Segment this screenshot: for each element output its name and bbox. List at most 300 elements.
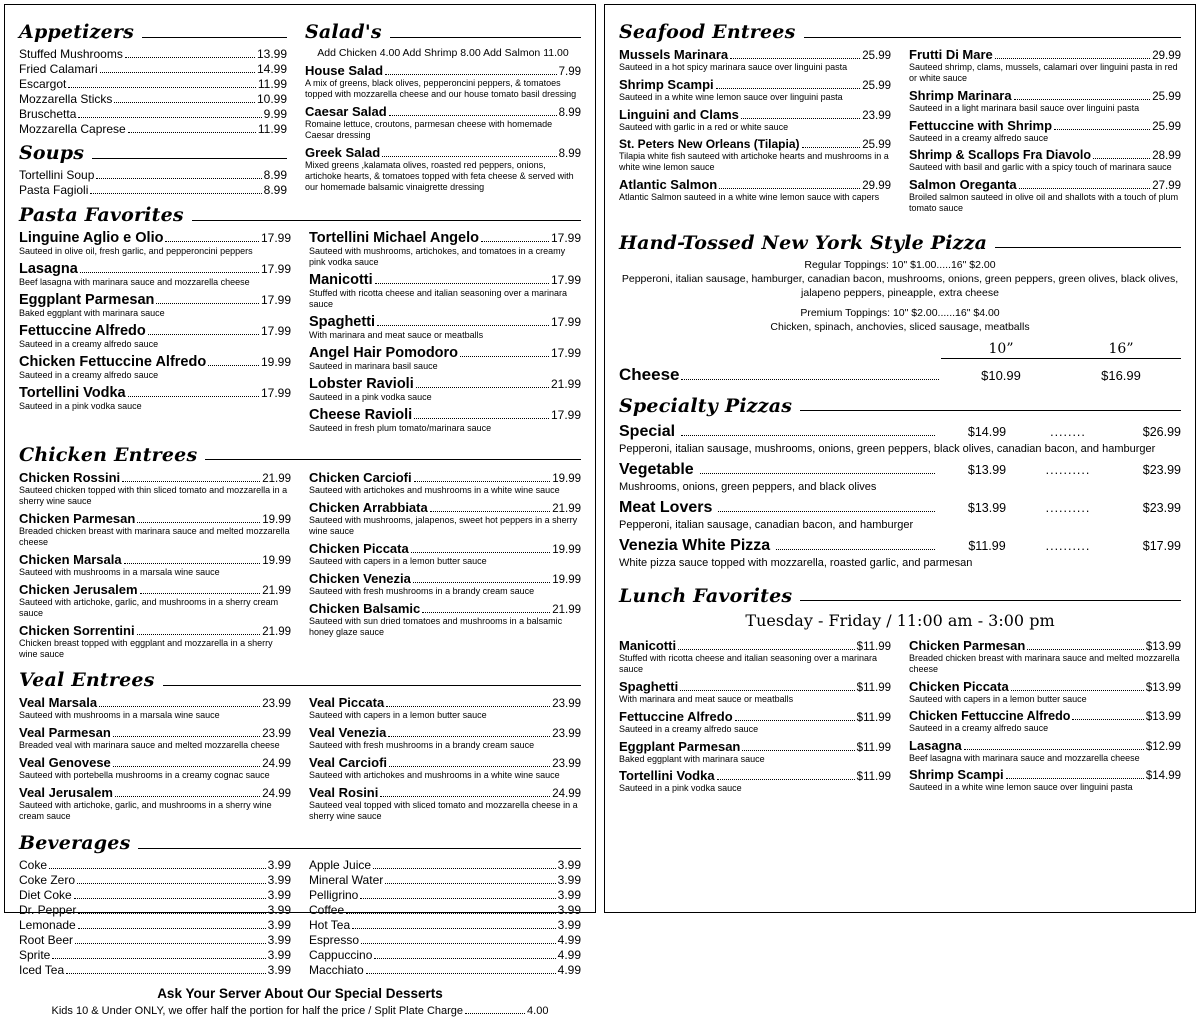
leader-dots (414, 418, 549, 419)
menu-item (619, 77, 891, 103)
item-name: Root Beer (19, 933, 74, 948)
item-price-16: $17.99 (1142, 538, 1181, 553)
item-description: Atlantic Salmon sauteed in a white wine lemon sauce with capers (619, 191, 880, 202)
item-description: Sauteed with mushrooms, artichokes, and tomatoes in a creamy pink vodka sauce (309, 246, 566, 267)
item-price: 17.99 (550, 345, 581, 360)
item-name: Sprite (19, 948, 51, 963)
menu-item (619, 177, 891, 203)
lunch-hours: Tuesday - Friday / 11:00 am - 3:00 pm (745, 610, 1055, 630)
leader-dots (719, 188, 860, 189)
menu-item (309, 948, 581, 962)
price-separator: .......... (1045, 538, 1091, 553)
item-price: 3.99 (267, 903, 291, 918)
menu-item (19, 92, 287, 106)
section-header-salads (305, 21, 581, 43)
leader-dots (49, 868, 266, 869)
section-title: Specialty Pizzas (619, 394, 793, 417)
leader-dots (148, 334, 259, 335)
menu-item (19, 385, 291, 412)
item-price: 3.99 (557, 903, 581, 918)
item-description: Sauteed with artichoke, garlic, and mushrooms in a sherry cream sauce (19, 596, 279, 618)
item-description: Breaded chicken breast with marinara sauce and melted mozzarella cheese (909, 652, 1180, 674)
item-price: 21.99 (552, 502, 581, 515)
menu-item (309, 873, 581, 887)
menu-item (19, 261, 291, 288)
item-name: Coffee (309, 903, 345, 918)
leader-dots (716, 88, 861, 89)
specialty-pizza-list (619, 423, 1181, 569)
leader-dots (481, 241, 549, 242)
item-description: Sauteed in a pink vodka sauce (309, 391, 432, 402)
item-description: Sauteed in a creamy alfredo sauce (619, 723, 759, 734)
item-price-10: $13.99 (967, 500, 1007, 515)
section-header-beverages (19, 832, 581, 854)
header-rule (142, 37, 287, 38)
leader-dots (411, 552, 551, 553)
leader-dots (385, 883, 555, 884)
leader-dots (718, 511, 935, 512)
leader-dots (377, 325, 549, 326)
menu-item (309, 541, 581, 567)
menu-item (19, 511, 291, 548)
item-description: Beef lasagna with marinara sauce and mozzarella cheese (19, 276, 250, 287)
menu-item (19, 122, 287, 136)
section-header-veal (19, 669, 581, 691)
section-title: Hand-Tossed New York Style Pizza (619, 231, 988, 254)
menu-item (309, 407, 581, 434)
section-header-pizza (619, 232, 1181, 254)
item-name: Shrimp Scampi (909, 767, 1004, 783)
item-name: Angel Hair Pomodoro (309, 344, 459, 361)
leader-dots (75, 943, 266, 944)
menu-item (309, 888, 581, 902)
item-description: Tilapia white fish sauteed with artichoke hearts and mushrooms in a white wine lemon sauce (619, 150, 889, 172)
menu-item (309, 345, 581, 372)
item-price: 3.99 (267, 873, 291, 888)
section-header-soups (19, 142, 287, 164)
menu-item (19, 623, 291, 660)
item-name: Linguine Aglio e Olio (19, 230, 164, 246)
leader-dots (1011, 690, 1144, 691)
menu-item (909, 709, 1181, 734)
item-price: 23.99 (552, 758, 581, 771)
item-name: Fettuccine Alfredo (619, 708, 733, 724)
regular-toppings-label: Regular Toppings: 10" $1.00.....16" $2.00 (804, 258, 996, 271)
item-price: $11.99 (856, 711, 891, 724)
menu-item (909, 738, 1181, 764)
item-description: Sauteed with mushrooms, jalapenos, sweet hot peppers in a sherry wine sauce (309, 514, 578, 536)
menu-item (909, 118, 1181, 144)
menu-item (309, 500, 581, 537)
item-price-10: $11.99 (968, 538, 1006, 553)
leader-dots (373, 868, 556, 869)
leader-dots (96, 178, 261, 179)
menu-item (19, 107, 287, 121)
item-name: Chicken Arrabbiata (309, 499, 428, 515)
item-name: Chicken Rossini (19, 469, 121, 485)
item-description: Sauteed with artichokes and mushrooms in a white wine sauce (309, 770, 560, 781)
item-price: 3.99 (267, 858, 291, 873)
item-price: $11.99 (856, 771, 891, 784)
leader-dots (124, 563, 261, 564)
leader-dots (995, 58, 1150, 59)
leader-dots (465, 1013, 525, 1014)
menu-item (619, 679, 891, 705)
section-title: Salad's (305, 21, 382, 43)
leader-dots (414, 481, 551, 482)
menu-item (909, 679, 1181, 705)
menu-item (19, 755, 291, 781)
leader-dots (730, 58, 860, 59)
item-name: Lemonade (19, 918, 76, 933)
item-price: 3.99 (557, 873, 581, 888)
menu-page-left (4, 4, 596, 1017)
menu-item (309, 963, 581, 977)
leader-dots (1093, 158, 1150, 159)
item-price: 17.99 (260, 292, 291, 307)
chicken-list (19, 470, 581, 664)
header-rule (800, 410, 1181, 411)
menu-item (19, 354, 291, 381)
leader-dots (113, 736, 260, 737)
item-price: 25.99 (862, 50, 891, 62)
item-description: Sauteed in olive oil, fresh garlic, and pepperoncini peppers (19, 246, 253, 256)
item-name: Iced Tea (19, 963, 65, 978)
item-name: Chicken Parmesan (19, 510, 136, 526)
menu-item (19, 873, 291, 887)
leader-dots (741, 118, 860, 119)
menu-item (19, 552, 291, 578)
item-description: Broiled salmon sauteed in olive oil and shallots with a touch of plum tomato sauce (909, 191, 1179, 213)
item-name: Atlantic Salmon (619, 176, 718, 192)
item-name: Veal Rosini (309, 785, 379, 801)
menu-item (19, 470, 291, 507)
soups-list (19, 168, 287, 197)
menu-item (19, 77, 287, 91)
item-description: Chicken breast topped with eggplant and mozzarella in a sherry wine sauce (19, 637, 273, 659)
item-price: 17.99 (260, 323, 291, 338)
item-name: Manicotti (309, 271, 373, 288)
item-price: 21.99 (550, 376, 581, 391)
item-name: Eggplant Parmesan (19, 291, 155, 308)
item-price: 25.99 (862, 138, 891, 151)
menu-item (309, 601, 581, 638)
item-price-16: $26.99 (1142, 424, 1181, 439)
menu-item (619, 461, 1181, 493)
menu-item (619, 499, 1181, 531)
item-price: 19.99 (260, 354, 291, 369)
item-price: 4.99 (557, 948, 581, 963)
leader-dots (1019, 188, 1151, 189)
item-name: Veal Marsala (19, 695, 98, 711)
leader-dots (165, 241, 259, 242)
item-description: Sauteed with fresh mushrooms in a brandy cream sauce (309, 585, 535, 596)
item-name: Mussels Marinara (619, 47, 729, 62)
item-name: Chicken Fettuccine Alfredo (19, 353, 207, 370)
header-rule (995, 247, 1181, 248)
item-description: Sauteed with basil and garlic with a spicy touch of marinara sauce (909, 161, 1172, 172)
menu-item (309, 571, 581, 597)
item-name: Stuffed Mushrooms (19, 47, 123, 61)
leader-dots (346, 913, 556, 914)
section-header-chicken (19, 444, 581, 466)
kids-note-price: 4.00 (527, 1005, 549, 1017)
item-description: Sauteed with mushrooms in a marsala wine sauce (19, 566, 220, 577)
leader-dots (386, 706, 550, 707)
item-name: Veal Carciofi (309, 755, 388, 771)
item-price: 8.99 (263, 168, 287, 182)
section-header-lunch (619, 585, 1181, 607)
leader-dots (125, 57, 255, 58)
item-price: $11.99 (856, 640, 891, 653)
appetizers-list (19, 47, 287, 136)
item-name: Chicken Piccata (309, 540, 409, 556)
item-price-10: $14.99 (967, 424, 1007, 439)
item-price: 19.99 (552, 472, 581, 485)
item-price: $14.99 (1145, 770, 1181, 783)
menu-item (309, 755, 581, 781)
menu-item (19, 903, 291, 917)
leader-dots (80, 272, 259, 273)
leader-dots (137, 522, 260, 523)
item-price: 3.99 (557, 888, 581, 903)
section-title: Beverages (19, 832, 131, 855)
item-name: Tortellini Soup (19, 168, 95, 182)
item-price: 8.99 (263, 183, 287, 197)
menu-item (909, 767, 1181, 793)
menu-item (19, 933, 291, 947)
menu-item (19, 230, 291, 257)
item-price: 3.99 (267, 888, 291, 903)
item-price: 19.99 (552, 543, 581, 556)
item-price: $11.99 (856, 681, 891, 694)
leader-dots (700, 473, 935, 474)
item-price: 21.99 (552, 603, 581, 616)
section-title: Lunch Favorites (619, 584, 793, 607)
leader-dots (114, 102, 255, 103)
item-price: 24.99 (552, 788, 581, 801)
leader-dots (122, 481, 260, 482)
leader-dots (366, 973, 556, 974)
menu-item (305, 63, 581, 100)
item-price: 17.99 (260, 231, 291, 245)
leader-dots (717, 779, 855, 780)
menu-item (909, 88, 1181, 114)
leader-dots (776, 549, 935, 550)
item-description: Stuffed with ricotta cheese and italian seasoning over a marinara sauce (619, 652, 877, 674)
menu-item (309, 918, 581, 932)
item-price: 25.99 (1152, 90, 1181, 103)
section-title: Appetizers (19, 21, 134, 43)
item-name: Fried Calamari (19, 62, 98, 76)
item-description: Romaine lettuce, croutons, parmesan cheese with homemade Caesar dressing (305, 118, 553, 140)
item-description: White pizza sauce topped with mozzarella, roasted garlic, and parmesan (619, 556, 973, 569)
item-name: Cheese Ravioli (309, 406, 413, 423)
menu-item (909, 638, 1181, 675)
menu-item (619, 739, 891, 765)
item-price: 3.99 (557, 858, 581, 873)
item-price: 3.99 (557, 918, 581, 933)
seafood-list (619, 47, 1181, 218)
kids-note (19, 1005, 581, 1017)
header-rule (205, 459, 581, 460)
item-price-10: $13.99 (967, 462, 1007, 477)
leader-dots (964, 749, 1144, 750)
header-rule (804, 37, 1182, 38)
item-description: Sauteed in fresh plum tomato/marinara sauce (309, 422, 492, 433)
pizza-cheese-row (619, 365, 1181, 385)
leader-dots (52, 958, 265, 959)
item-price: 17.99 (550, 407, 581, 422)
leader-dots (78, 928, 266, 929)
item-price: $13.99 (1145, 681, 1181, 694)
leader-dots (128, 132, 256, 133)
item-price: 11.99 (257, 77, 287, 91)
item-price: 17.99 (550, 272, 581, 287)
item-price: 23.99 (262, 698, 291, 711)
item-description: Sauteed in a hot spicy marinara sauce over linguini pasta (619, 62, 848, 72)
item-name: Espresso (309, 933, 360, 948)
item-price: 25.99 (862, 79, 891, 92)
menu-item (19, 888, 291, 902)
menu-page-right (604, 4, 1196, 913)
leader-dots (352, 928, 556, 929)
price-separator: ........ (1050, 424, 1086, 439)
menu-item (19, 858, 291, 872)
item-description: Sauteed in marinara basil sauce (309, 360, 438, 371)
section-title: Veal Entrees (19, 669, 155, 692)
section-title: Chicken Entrees (19, 443, 198, 466)
premium-toppings-list: Chicken, spinach, anchovies, sliced sausage, meatballs (770, 321, 1030, 334)
item-price: 13.99 (256, 47, 287, 61)
leader-dots (735, 720, 855, 721)
item-name: Chicken Venezia (309, 570, 411, 586)
item-price: 4.99 (557, 933, 581, 948)
item-name: Special (619, 422, 676, 440)
menu-item (619, 137, 891, 173)
item-description: Sauteed in a creamy alfredo sauce (19, 338, 159, 349)
item-description: Sauteed with fresh mushrooms in a brandy cream sauce (309, 740, 535, 751)
regular-toppings-list: Pepperoni, italian sausage, hamburger, canadian bacon, mushrooms, onions, green peppers, green olives, black olives, jalapeno peppers, pineapple, extra cheese (621, 272, 1179, 300)
leader-dots (1006, 778, 1144, 779)
leader-dots (360, 898, 555, 899)
menu-item (309, 903, 581, 917)
price-separator: .......... (1045, 500, 1091, 515)
menu-item (309, 785, 581, 822)
item-price: 19.99 (262, 554, 291, 567)
item-description: Sauteed with capers in a lemon butter sauce (909, 693, 1087, 704)
menu-item (309, 858, 581, 872)
item-name: Veal Piccata (309, 695, 385, 711)
menu-item (309, 470, 581, 496)
header-rule (192, 220, 581, 221)
item-description: Sauteed with capers in a lemon butter sauce (309, 555, 487, 566)
item-name: Pelligrino (309, 888, 359, 903)
menu-item (19, 168, 287, 182)
kids-note-text: Kids 10 & Under ONLY, we offer half the portion for half the price / Split Plate Charge (51, 1005, 464, 1017)
item-description: Sauteed in a pink vodka sauce (619, 783, 742, 794)
item-price: 27.99 (1152, 179, 1181, 192)
menu-item (619, 709, 891, 735)
menu-item (19, 582, 291, 619)
item-description: Mixed greens ,kalamata olives, roasted red peppers, onions, artichoke hearts, & tomatoes topped with feta cheese & served with our homemade balsamic vinaigrette dressing (305, 159, 574, 192)
item-price: 3.99 (267, 948, 291, 963)
item-name: Bruschetta (19, 107, 77, 121)
leader-dots (681, 435, 935, 436)
item-name: Chicken Fettuccine Alfredo (909, 708, 1071, 723)
item-price: 29.99 (862, 179, 891, 192)
item-name: Greek Salad (305, 144, 381, 160)
item-name: Eggplant Parmesan (619, 738, 741, 754)
item-price: 3.99 (267, 933, 291, 948)
item-name: Spaghetti (619, 678, 679, 694)
item-price: 9.99 (263, 107, 287, 121)
menu-item (619, 768, 891, 794)
leader-dots (99, 706, 260, 707)
item-description: Sauteed in a creamy alfredo sauce (19, 369, 159, 380)
item-description: Breaded chicken breast with marinara sauce and melted mozzarella cheese (19, 525, 290, 547)
leader-dots (678, 649, 855, 650)
pizza-size-10: 10” (941, 341, 1061, 359)
item-name: Veal Jerusalem (19, 785, 113, 801)
menu-item (309, 725, 581, 751)
leader-dots (422, 612, 550, 613)
item-description: Stuffed with ricotta cheese and italian seasoning over a marinara sauce (309, 287, 567, 309)
menu-item (19, 725, 291, 751)
leader-dots (681, 379, 939, 380)
leader-dots (77, 883, 266, 884)
pizza-size-header (619, 341, 1181, 359)
item-price: 24.99 (262, 788, 291, 801)
leader-dots (460, 356, 549, 357)
item-name: Diet Coke (19, 888, 72, 903)
leader-dots (413, 582, 550, 583)
header-rule (92, 158, 287, 159)
item-price: 21.99 (262, 472, 291, 485)
item-price: 11.99 (257, 122, 287, 136)
leader-dots (113, 766, 260, 767)
item-description: Mushrooms, onions, green peppers, and black olives (619, 480, 877, 493)
item-name: Lasagna (19, 260, 78, 277)
item-name: Meat Lovers (619, 498, 713, 516)
leader-dots (382, 156, 556, 157)
menu-item (19, 183, 287, 197)
item-name: Chicken Balsamic (309, 600, 421, 616)
veal-list (19, 695, 581, 826)
leader-dots (208, 365, 259, 366)
leader-dots (388, 736, 550, 737)
leader-dots (128, 396, 259, 397)
item-description: Sauteed with mushrooms in a marsala wine sauce (19, 710, 220, 721)
leader-dots (74, 898, 266, 899)
item-description: Sauteed veal topped with sliced tomato and mozzarella cheese in a sherry wine sauce (309, 800, 578, 822)
item-name: Chicken Piccata (909, 678, 1009, 694)
leader-dots (375, 283, 549, 284)
item-name: Coke (19, 858, 48, 873)
section-header-seafood (619, 21, 1181, 43)
item-price: 10.99 (256, 92, 287, 106)
item-name: Tortellini Vodka (619, 768, 715, 784)
item-price: 23.99 (262, 728, 291, 741)
menu-item (19, 963, 291, 977)
leader-dots (1054, 129, 1150, 130)
item-price: 19.99 (262, 513, 291, 526)
pizza-toppings-block (619, 258, 1181, 335)
menu-item (19, 948, 291, 962)
item-price: 23.99 (552, 728, 581, 741)
item-name: Mozzarella Sticks (19, 92, 113, 106)
header-rule (390, 37, 581, 38)
